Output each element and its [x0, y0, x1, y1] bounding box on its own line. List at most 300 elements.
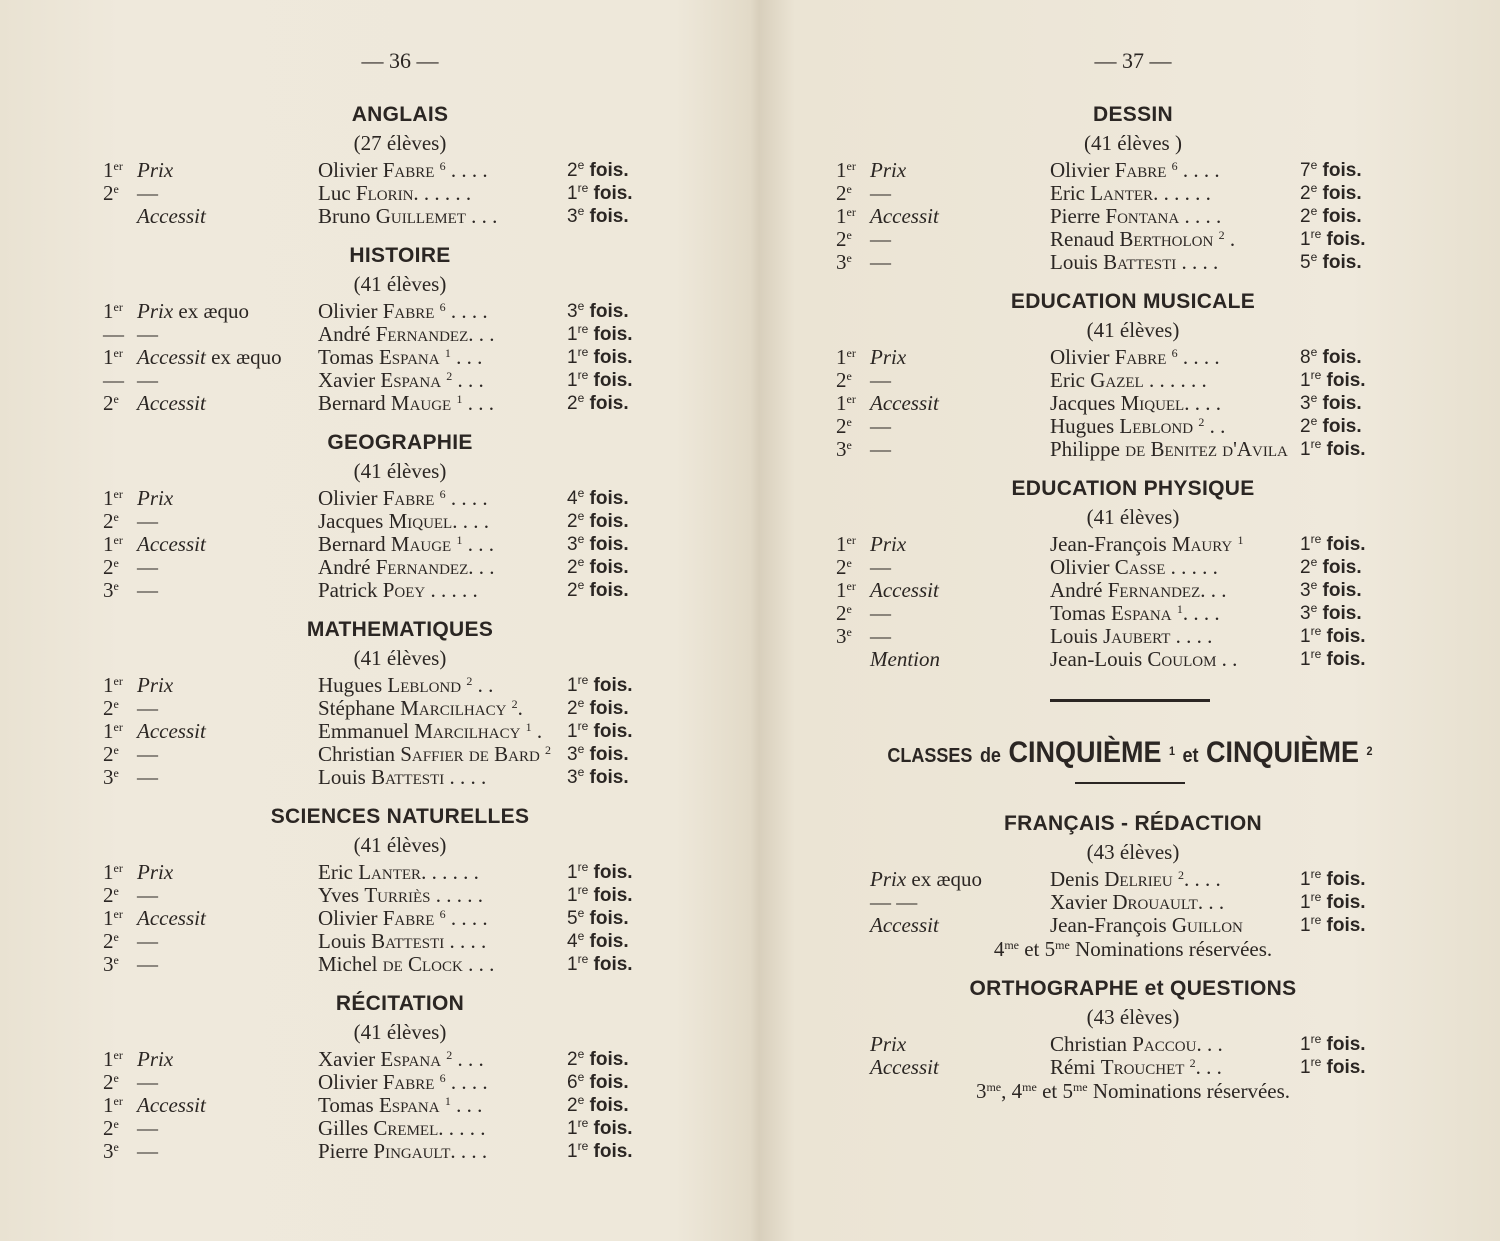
note-text: Nominations réservées.	[1092, 1079, 1291, 1103]
times-suffix: re	[1310, 368, 1322, 382]
first-name: Louis	[1050, 250, 1098, 274]
rank-suffix: e	[113, 510, 119, 524]
leader-dots: . . . .	[445, 299, 488, 323]
first-name: Louis	[1050, 624, 1098, 648]
award-type: Accessit	[870, 578, 939, 602]
rank	[103, 487, 123, 510]
leader-dots: . . . .	[445, 1070, 488, 1094]
rank	[103, 720, 123, 743]
times-suffix: e	[1310, 345, 1318, 359]
award-type: —	[870, 250, 891, 274]
fois-label: fois.	[1322, 183, 1362, 204]
fois-label: fois.	[593, 1141, 633, 1162]
award-type: —	[137, 322, 158, 346]
student-count: (43 élèves)	[1086, 840, 1180, 864]
student-name	[1050, 438, 1288, 461]
times-awarded	[567, 510, 629, 533]
times-suffix: re	[577, 860, 589, 874]
times-awarded	[567, 323, 633, 346]
times-awarded	[1300, 602, 1362, 625]
times-awarded	[1300, 415, 1362, 438]
award	[870, 579, 939, 602]
rank-suffix: er	[113, 1094, 123, 1108]
times-number: 3	[567, 301, 578, 322]
fois-label: fois.	[589, 698, 629, 719]
heading-word: CINQUIÈME	[1206, 736, 1360, 769]
times-awarded	[567, 182, 633, 205]
first-name: Bernard	[318, 391, 386, 415]
rank	[836, 625, 852, 648]
award	[137, 884, 158, 907]
leader-dots: . . .	[462, 391, 494, 415]
rank-suffix: e	[113, 1140, 119, 1154]
leader-dots: . .	[1204, 414, 1226, 438]
rank-number: 1	[103, 673, 114, 697]
award-row	[760, 914, 1500, 937]
leader-dots: . . . . . .	[413, 181, 472, 205]
last-name: Leblond	[387, 673, 462, 697]
award-qualifier: ex æquo	[211, 345, 282, 369]
award	[870, 556, 891, 579]
award	[137, 323, 158, 346]
rank	[103, 697, 119, 720]
award	[870, 205, 939, 228]
last-name: Miquel	[388, 509, 453, 533]
rank	[103, 766, 119, 789]
rank-suffix: er	[846, 392, 856, 406]
award	[870, 438, 891, 461]
award-type: —	[870, 437, 891, 461]
first-name: André	[1050, 578, 1103, 602]
award	[137, 1071, 158, 1094]
award	[137, 861, 173, 884]
note-text: ,	[1001, 1079, 1007, 1103]
last-name: Delrieu	[1104, 867, 1173, 891]
student-count: (41 élèves)	[353, 646, 447, 670]
student-count: (41 élèves)	[353, 272, 447, 296]
leader-dots: . . . .	[445, 158, 488, 182]
times-awarded	[567, 579, 629, 602]
rank-number: 1	[103, 906, 114, 930]
fois-label: fois.	[1326, 229, 1366, 250]
leader-dots: . . .	[450, 1093, 483, 1117]
footnote-mark: 2	[1198, 415, 1205, 429]
times-awarded	[1300, 346, 1362, 369]
rank-number: 2	[103, 883, 114, 907]
leader-dots: . . .	[468, 555, 495, 579]
times-suffix: re	[1310, 624, 1322, 638]
award-row	[0, 510, 760, 533]
student-name	[318, 1140, 487, 1163]
note-text: 3	[975, 1079, 987, 1103]
last-name: Mauge	[390, 391, 452, 415]
rank-number: 1	[103, 1093, 114, 1117]
subject-section	[0, 803, 760, 976]
rank	[103, 1048, 123, 1071]
times-awarded	[1300, 891, 1366, 914]
heading-word: de	[979, 745, 1001, 767]
rank	[836, 415, 852, 438]
fois-label: fois.	[593, 347, 633, 368]
rank-suffix: er	[846, 159, 856, 173]
times-awarded	[567, 392, 629, 415]
award-type: —	[137, 765, 158, 789]
student-name	[1050, 625, 1212, 648]
rank-suffix: er	[846, 205, 856, 219]
rank-number: 3	[836, 624, 847, 648]
first-name: Hugues	[318, 673, 383, 697]
rank-number: 3	[103, 578, 114, 602]
fois-label: fois.	[593, 954, 633, 975]
rank	[836, 533, 856, 556]
first-name: Olivier	[1050, 555, 1110, 579]
student-name	[318, 323, 495, 346]
last-name: Fernandez	[375, 555, 469, 579]
rank-number: 1	[836, 345, 847, 369]
leader-dots: . . . . .	[438, 1116, 486, 1140]
award	[870, 251, 891, 274]
note-suffix: me	[1004, 938, 1019, 952]
rank-number: 1	[103, 158, 114, 182]
award-row	[760, 438, 1500, 461]
leader-dots: . . .	[1195, 1055, 1222, 1079]
section-title: GEOGRAPHIE	[327, 431, 473, 454]
award-row	[0, 697, 760, 720]
times-suffix: re	[1310, 437, 1322, 451]
first-name: Jean-François	[1050, 532, 1167, 556]
award-type: Prix	[870, 532, 907, 556]
times-suffix: e	[1310, 414, 1318, 428]
award-type: Accessit	[137, 204, 206, 228]
times-suffix: re	[1310, 890, 1322, 904]
times-suffix: e	[577, 1047, 585, 1061]
award-type: —	[137, 181, 158, 205]
times-awarded	[1300, 392, 1362, 415]
times-awarded	[1300, 914, 1366, 937]
times-awarded	[1300, 251, 1362, 274]
leader-dots: . . . . .	[430, 883, 483, 907]
rank-suffix: e	[113, 182, 119, 196]
award	[137, 720, 206, 743]
rank-suffix: er	[113, 907, 123, 921]
student-name	[318, 674, 493, 697]
rank	[836, 159, 856, 182]
footnote-mark: 6	[439, 1071, 446, 1085]
award-type: Prix	[137, 673, 174, 697]
rank	[836, 579, 856, 602]
times-awarded	[567, 1094, 629, 1117]
rank-number: 3	[103, 1139, 114, 1163]
award	[870, 868, 982, 891]
subject-section	[760, 975, 1500, 1103]
rank-number: —	[103, 322, 124, 346]
rank	[836, 251, 852, 274]
last-name: Espana	[1110, 601, 1172, 625]
times-number: 1	[567, 1141, 578, 1162]
award-row	[760, 415, 1500, 438]
first-name: Louis	[318, 929, 366, 953]
student-name	[318, 953, 494, 976]
award-type: —	[137, 696, 158, 720]
award-type: Mention	[870, 647, 940, 671]
fois-label: fois.	[589, 301, 629, 322]
footnote-mark: 6	[439, 159, 446, 173]
times-awarded	[567, 1071, 629, 1094]
leader-dots: . . . .	[1177, 158, 1220, 182]
times-suffix: re	[1310, 913, 1322, 927]
award-type: —	[137, 555, 158, 579]
rank-suffix: e	[113, 743, 119, 757]
times-number: 1	[567, 862, 578, 883]
rank-number: 1	[103, 860, 114, 884]
page-number: — 36 —	[361, 48, 439, 73]
rank	[836, 182, 852, 205]
award	[870, 346, 906, 369]
note-text: 5	[1062, 1079, 1073, 1103]
last-name: Jaubert	[1103, 624, 1171, 648]
first-name: Tomas	[318, 1093, 374, 1117]
rank-suffix: e	[846, 625, 852, 639]
leader-dots: .	[517, 696, 523, 720]
award	[137, 487, 173, 510]
footnote-mark: 6	[1171, 346, 1178, 360]
fois-label: fois.	[589, 931, 629, 952]
award-type: —	[870, 181, 891, 205]
fois-label: fois.	[1322, 393, 1362, 414]
times-suffix: e	[577, 696, 585, 710]
times-number: 1	[567, 324, 578, 345]
leader-dots: .	[531, 719, 543, 743]
times-awarded	[567, 930, 629, 953]
first-name: Jacques	[318, 509, 384, 533]
fois-label: fois.	[1322, 557, 1362, 578]
last-name: Fabre	[382, 486, 435, 510]
fois-label: fois.	[589, 908, 629, 929]
last-name: Espana	[378, 1093, 440, 1117]
leader-dots: . . . .	[1184, 867, 1221, 891]
award-row	[760, 205, 1500, 228]
first-name: Xavier	[318, 368, 376, 392]
footnote-mark: 1	[525, 720, 532, 734]
subject-section	[0, 429, 760, 602]
fois-label: fois.	[589, 1095, 629, 1116]
award-row	[760, 579, 1500, 602]
fois-label: fois.	[1322, 603, 1362, 624]
times-suffix: e	[577, 299, 585, 313]
first-name: Gilles	[318, 1116, 369, 1140]
rank-suffix: e	[113, 953, 119, 967]
award-type: —	[870, 624, 891, 648]
reserved-note	[833, 1079, 1433, 1103]
leader-dots: . . .	[1197, 890, 1225, 914]
award-row	[760, 1033, 1500, 1056]
times-suffix: e	[1310, 555, 1318, 569]
award-row	[760, 868, 1500, 891]
award	[137, 159, 173, 182]
fois-label: fois.	[589, 206, 629, 227]
award-qualifier: ex æquo	[178, 299, 249, 323]
first-name: Olivier	[318, 486, 378, 510]
times-awarded	[567, 743, 629, 766]
award	[137, 182, 158, 205]
rank-suffix: e	[846, 415, 852, 429]
rank-number: 1	[103, 1047, 114, 1071]
student-name	[318, 159, 488, 182]
last-name: Battesti	[371, 765, 445, 789]
award-row	[0, 674, 760, 697]
rank-suffix: e	[846, 556, 852, 570]
fois-label: fois.	[1326, 649, 1366, 670]
last-name: Gazel	[1090, 368, 1144, 392]
first-name: Olivier	[318, 299, 378, 323]
rank	[103, 392, 119, 415]
fois-label: fois.	[1322, 206, 1362, 227]
times-number: 1	[1300, 869, 1311, 890]
times-suffix: e	[577, 532, 585, 546]
times-number: 1	[1300, 626, 1311, 647]
award-type: —	[137, 1070, 158, 1094]
divider-rule	[1050, 699, 1210, 702]
award-type: —	[137, 1116, 158, 1140]
award-type: Prix	[137, 486, 174, 510]
award-row	[0, 743, 760, 766]
note-text: 4	[1011, 1079, 1023, 1103]
rank-number: 2	[836, 368, 847, 392]
fois-label: fois.	[589, 1049, 629, 1070]
award-row	[0, 884, 760, 907]
times-number: 4	[567, 488, 578, 509]
times-number: 3	[567, 767, 578, 788]
last-name: Espana	[380, 1047, 442, 1071]
award-type: Accessit	[137, 345, 206, 369]
award-type: Accessit	[137, 719, 206, 743]
student-name	[1050, 602, 1220, 625]
footnote-mark: 1	[1237, 533, 1244, 547]
student-name	[318, 392, 494, 415]
rank-suffix: er	[113, 861, 123, 875]
first-name: Pierre	[1050, 204, 1101, 228]
award	[870, 648, 940, 671]
rank-number: 2	[103, 509, 114, 533]
award-row	[760, 159, 1500, 182]
times-number: 2	[1300, 557, 1311, 578]
heading-word: et	[1182, 745, 1199, 767]
award	[137, 533, 206, 556]
last-name: Espana	[380, 368, 442, 392]
rank	[103, 1071, 119, 1094]
footnote-mark: 6	[439, 300, 446, 314]
first-name: Eric	[1050, 181, 1085, 205]
last-name: Fabre	[382, 1070, 435, 1094]
times-awarded	[1300, 556, 1362, 579]
fois-label: fois.	[593, 885, 633, 906]
last-name: Fontana	[1105, 204, 1180, 228]
times-awarded	[567, 159, 629, 182]
times-number: 1	[567, 370, 578, 391]
rank	[836, 228, 852, 251]
student-name	[318, 182, 471, 205]
footnote-mark: 2	[466, 674, 473, 688]
fois-label: fois.	[593, 183, 633, 204]
award-type: Prix	[870, 1032, 907, 1056]
rank-suffix: er	[846, 346, 856, 360]
award	[137, 674, 173, 697]
footnote-mark: 2	[1218, 228, 1225, 242]
fois-label: fois.	[1326, 439, 1366, 460]
times-number: 1	[1300, 892, 1311, 913]
fois-label: fois.	[1322, 347, 1362, 368]
fois-label: fois.	[593, 370, 633, 391]
last-name: de Benitez d'Avila	[1125, 437, 1288, 461]
footnote-mark: 1	[1168, 744, 1175, 758]
award-row	[760, 602, 1500, 625]
award-row	[760, 556, 1500, 579]
leader-dots: . . . .	[450, 1139, 488, 1163]
student-name	[318, 369, 484, 392]
times-number: 2	[567, 511, 578, 532]
footnote-mark: 2	[1189, 1056, 1196, 1070]
award	[137, 697, 158, 720]
rank-number: —	[103, 368, 124, 392]
award-type: —	[137, 368, 158, 392]
fois-label: fois.	[589, 767, 629, 788]
leader-dots: . . . .	[444, 765, 487, 789]
award-row	[0, 182, 760, 205]
student-name	[318, 884, 483, 907]
award	[137, 510, 158, 533]
award-row	[0, 907, 760, 930]
times-suffix: re	[577, 719, 589, 733]
rank-suffix: er	[113, 720, 123, 734]
rank	[103, 533, 123, 556]
first-name: André	[318, 555, 371, 579]
award-type: —	[870, 555, 891, 579]
rank	[103, 907, 123, 930]
award-type: —	[137, 1139, 158, 1163]
first-name: Luc	[318, 181, 351, 205]
times-suffix: e	[1310, 578, 1318, 592]
award-row	[760, 228, 1500, 251]
fois-label: fois.	[589, 488, 629, 509]
times-number: 1	[567, 183, 578, 204]
times-number: 4	[567, 931, 578, 952]
section-title: DESSIN	[1093, 103, 1173, 126]
rank-number: 1	[836, 158, 847, 182]
times-awarded	[1300, 369, 1366, 392]
rank-number: 1	[836, 204, 847, 228]
fois-label: fois.	[1322, 416, 1362, 437]
last-name: Pingault	[373, 1139, 451, 1163]
last-name: Casse	[1114, 555, 1166, 579]
page-content	[760, 101, 1500, 1117]
times-suffix: re	[577, 883, 589, 897]
student-name	[1050, 1056, 1222, 1079]
footnote-mark: 1	[444, 1094, 451, 1108]
first-name: Olivier	[1050, 345, 1110, 369]
rank-number: 2	[103, 1116, 114, 1140]
rank-number: 3	[836, 437, 847, 461]
award-row	[0, 323, 760, 346]
last-name: Cremel	[373, 1116, 439, 1140]
times-awarded	[1300, 182, 1362, 205]
rank-number: 3	[836, 250, 847, 274]
student-name	[318, 510, 489, 533]
award-type: Accessit	[137, 906, 206, 930]
award	[870, 533, 906, 556]
student-name	[1050, 251, 1218, 274]
rank-number: 2	[836, 414, 847, 438]
times-number: 3	[567, 206, 578, 227]
